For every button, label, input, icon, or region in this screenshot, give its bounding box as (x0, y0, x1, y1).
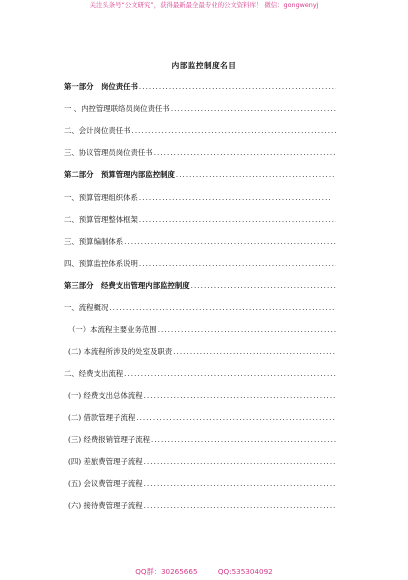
toc-entry[interactable] (64, 192, 330, 204)
toc-entry-text: 第三部分 经费支出管理内部监控制度 (64, 281, 190, 290)
toc-entry[interactable] (68, 324, 336, 336)
toc-entry-text: （一）本流程主要业务范围 (68, 325, 157, 334)
toc-leader-dots (136, 412, 336, 424)
footer-qq: QQ:535304092 (217, 567, 273, 576)
toc-leader-dots (171, 103, 336, 115)
toc-leader-dots (109, 302, 336, 314)
toc-entry[interactable] (64, 125, 336, 137)
toc-entry[interactable] (64, 214, 336, 226)
toc-entry-text: 三、预算编制体系 (64, 237, 124, 246)
toc-leader-dots (124, 368, 336, 380)
toc-entry[interactable] (64, 236, 336, 248)
toc-entry[interactable] (64, 103, 336, 115)
toc-entry-text: 二、预算管理整体框架 (64, 215, 138, 224)
toc-leader-dots (151, 434, 336, 446)
toc-leader-dots (139, 214, 336, 226)
toc-entry-text: (六) 接待费管理子流程 (68, 501, 143, 510)
toc-leader-dots (191, 280, 336, 292)
toc-entry-text: (一) 经费支出总体流程 (68, 391, 143, 400)
toc-entry-text: 一、流程概况 (64, 303, 109, 312)
toc-entry[interactable] (68, 390, 336, 402)
toc-leader-dots (124, 236, 336, 248)
toc-entry[interactable] (64, 302, 336, 314)
toc-entry-text: 一 、内控管理联络员岗位责任书 (64, 104, 170, 113)
toc-entry[interactable] (68, 434, 336, 446)
toc-entry-text: (二) 借款管理子流程 (68, 413, 136, 422)
toc-leader-dots (176, 169, 336, 181)
toc-entry-text: 一、预算管理组织体系 (64, 193, 138, 202)
toc-entry-text: 三、协议管理员岗位责任书 (64, 148, 153, 157)
toc-leader-dots (144, 390, 336, 402)
toc-entry-text: 二、经费支出流程 (64, 369, 124, 378)
toc-leader-dots (158, 324, 336, 336)
document-title: 内部监控制度名目 (171, 61, 237, 70)
toc-entry-text: 第一部分 岗位责任书 (64, 82, 138, 91)
toc-leader-dots (154, 147, 336, 159)
toc-entry-text: (二) 本流程所涉及的处室及职责 (68, 347, 173, 356)
toc-leader-dots (139, 192, 330, 204)
toc-entry-text: (三) 经费报销管理子流程 (68, 435, 151, 444)
toc-leader-dots (132, 125, 336, 137)
toc-entry[interactable] (68, 500, 336, 512)
toc-leader-dots (139, 81, 336, 93)
toc-entry[interactable] (68, 412, 336, 424)
toc-leader-dots (144, 456, 336, 468)
toc-entry[interactable] (64, 147, 336, 159)
toc-entry[interactable] (68, 456, 336, 468)
toc-entry[interactable] (64, 81, 336, 93)
toc-entry[interactable] (68, 346, 336, 358)
footer-qq-group: QQ群：30265665 (135, 567, 198, 576)
toc-entry[interactable] (64, 169, 336, 181)
toc-entry[interactable] (68, 478, 336, 490)
toc-leader-dots (139, 258, 336, 270)
toc-entry-text: 二、会计岗位责任书 (64, 126, 131, 135)
footer-contact (0, 567, 408, 577)
toc-leader-dots (173, 346, 336, 358)
toc-leader-dots (144, 500, 336, 512)
toc-entry[interactable] (64, 280, 336, 292)
toc-entry-text: 四、预算监控体系说明 (64, 259, 138, 268)
toc-entry-text: 第二部分 预算管理内部监控制度 (64, 170, 175, 179)
toc-entry[interactable] (64, 368, 336, 380)
toc-entry-text: (五) 会议费管理子流程 (68, 479, 143, 488)
toc-entry[interactable] (64, 258, 336, 270)
header-banner: 关注头条号“公文研究”，获得最新最全最专业的公文资料库！ 微信：gongwenyj (89, 1, 319, 9)
toc-leader-dots (144, 478, 336, 490)
toc-entry-text: (四) 差旅费管理子流程 (68, 457, 143, 466)
